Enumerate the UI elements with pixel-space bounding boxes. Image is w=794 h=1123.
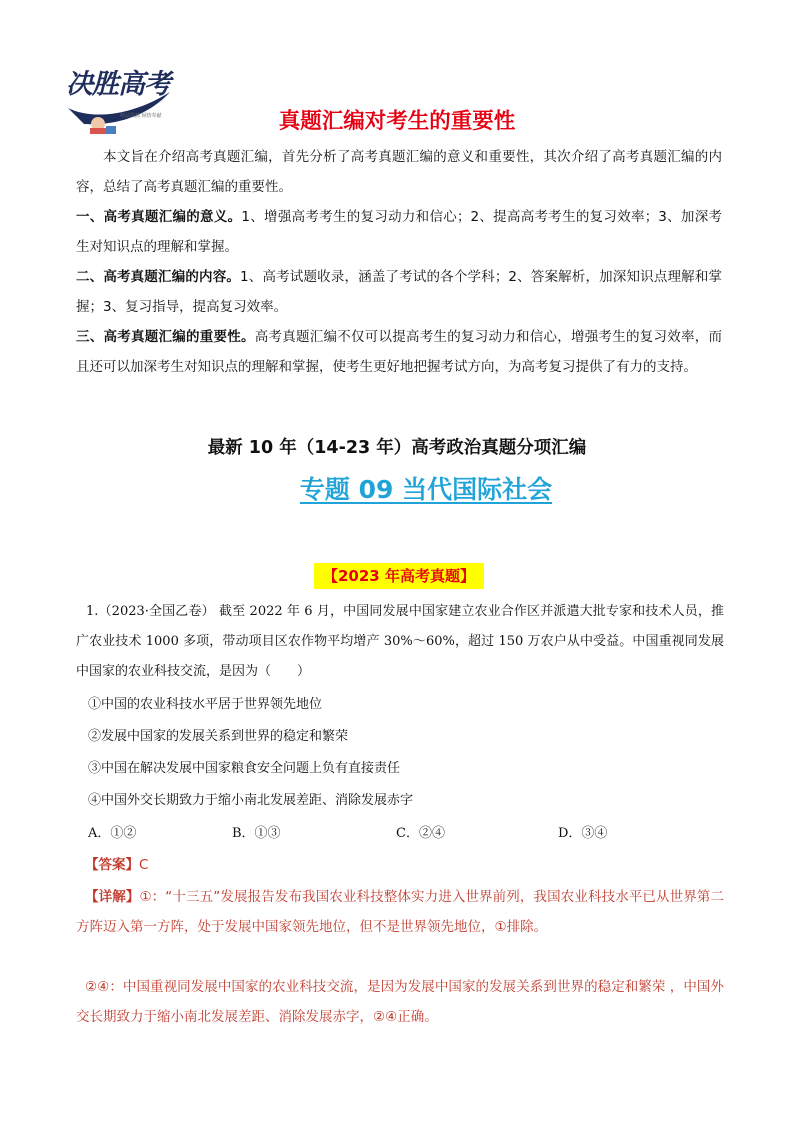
section-text: 1、增强高考考生的复习动力和信心；2、提高高考考生的复习效率；3、加深考生对知识点的理解和掌握。 <box>76 209 722 255</box>
explanation-text: ①：“十三五”发展报告发布我国农业科技整体实力进入世界前列，我国农业科技水平已从世界第二方阵迈入第一方阵，处于发展中国家领先地位，但不是世界领先地位，①排除。 <box>76 889 725 935</box>
answer-label: 【答案】 <box>85 857 139 873</box>
question-option: ③中国在解决发展中国家粮食安全问题上负有直接责任 <box>88 761 401 776</box>
question-option: ②发展中国家的发展关系到世界的稳定和繁荣 <box>88 729 349 744</box>
answer-choice: C．②④ <box>396 826 445 841</box>
section-paragraph <box>76 322 722 382</box>
question-option: ①中国的农业科技水平居于世界领先地位 <box>88 697 323 712</box>
year-section-badge: 【2023 年高考真题】 <box>314 563 484 589</box>
answer-line <box>85 855 148 875</box>
section-text: 高考真题汇编不仅可以提高考生的复习动力和信心，增强考生的复习效率，而且还可以加深考生对知识点的理解和掌握，使考生更好地把握考试方向，为高考复习提供了有力的支持。 <box>76 329 722 375</box>
section-paragraph <box>76 262 722 322</box>
section-text: 1、高考试题收录，涵盖了考试的各个学科；2、答案解析，加深知识点理解和掌握；3、复习指导，提高复习效率。 <box>76 269 722 315</box>
section-lead: 三、高考真题汇编的重要性。 <box>76 329 255 345</box>
logo-tagline: 精品资源 倾情奉献 <box>120 113 162 119</box>
intro-paragraph: 本文旨在介绍高考真题汇编，首先分析了高考真题汇编的意义和重要性，其次介绍了高考真题汇编的内容，总结了高考真题汇编的重要性。 <box>76 149 722 195</box>
explanation-label: 【详解】 <box>85 889 140 905</box>
explanation-paragraph <box>76 882 724 942</box>
section-lead: 一、高考真题汇编的意义。 <box>76 209 242 225</box>
question-option: ④中国外交长期致力于缩小南北发展差距、消除发展赤字 <box>88 793 414 808</box>
answer-choice: B．①③ <box>232 826 281 841</box>
answer-value: C <box>139 857 149 873</box>
collection-subtitle: 最新 10 年（14-23 年）高考政治真题分项汇编 <box>207 438 587 458</box>
answer-choice: D．③④ <box>558 826 608 841</box>
document-title: 真题汇编对考生的重要性 <box>278 109 516 134</box>
logo-text: 决胜高考 <box>66 69 170 100</box>
section-paragraph <box>76 202 722 262</box>
topic-heading: 专题 09 当代国际社会 <box>299 475 553 504</box>
answer-choice: A．①② <box>88 826 137 841</box>
section-lead: 二、高考真题汇编的内容。 <box>76 269 241 285</box>
explanation-paragraph: ②④：中国重视同发展中国家的农业科技交流，是因为发展中国家的发展关系到世界的稳定和繁荣 ，中国外交长期致力于缩小南北发展差距、消除发展赤字，②④正确。 <box>76 979 724 1025</box>
question-stem: 1.（2023·全国乙卷） 截至 2022 年 6 月，中国同发展中国家建立农业合作区并派遣大批专家和技术人员，推广农业技术 1000 多项，带动项目区农作物平均增产 30%～60%，超过 150 万农户从中受益。中国重视同发展中国家的农业科技交流，是因为（ ） <box>76 604 724 679</box>
